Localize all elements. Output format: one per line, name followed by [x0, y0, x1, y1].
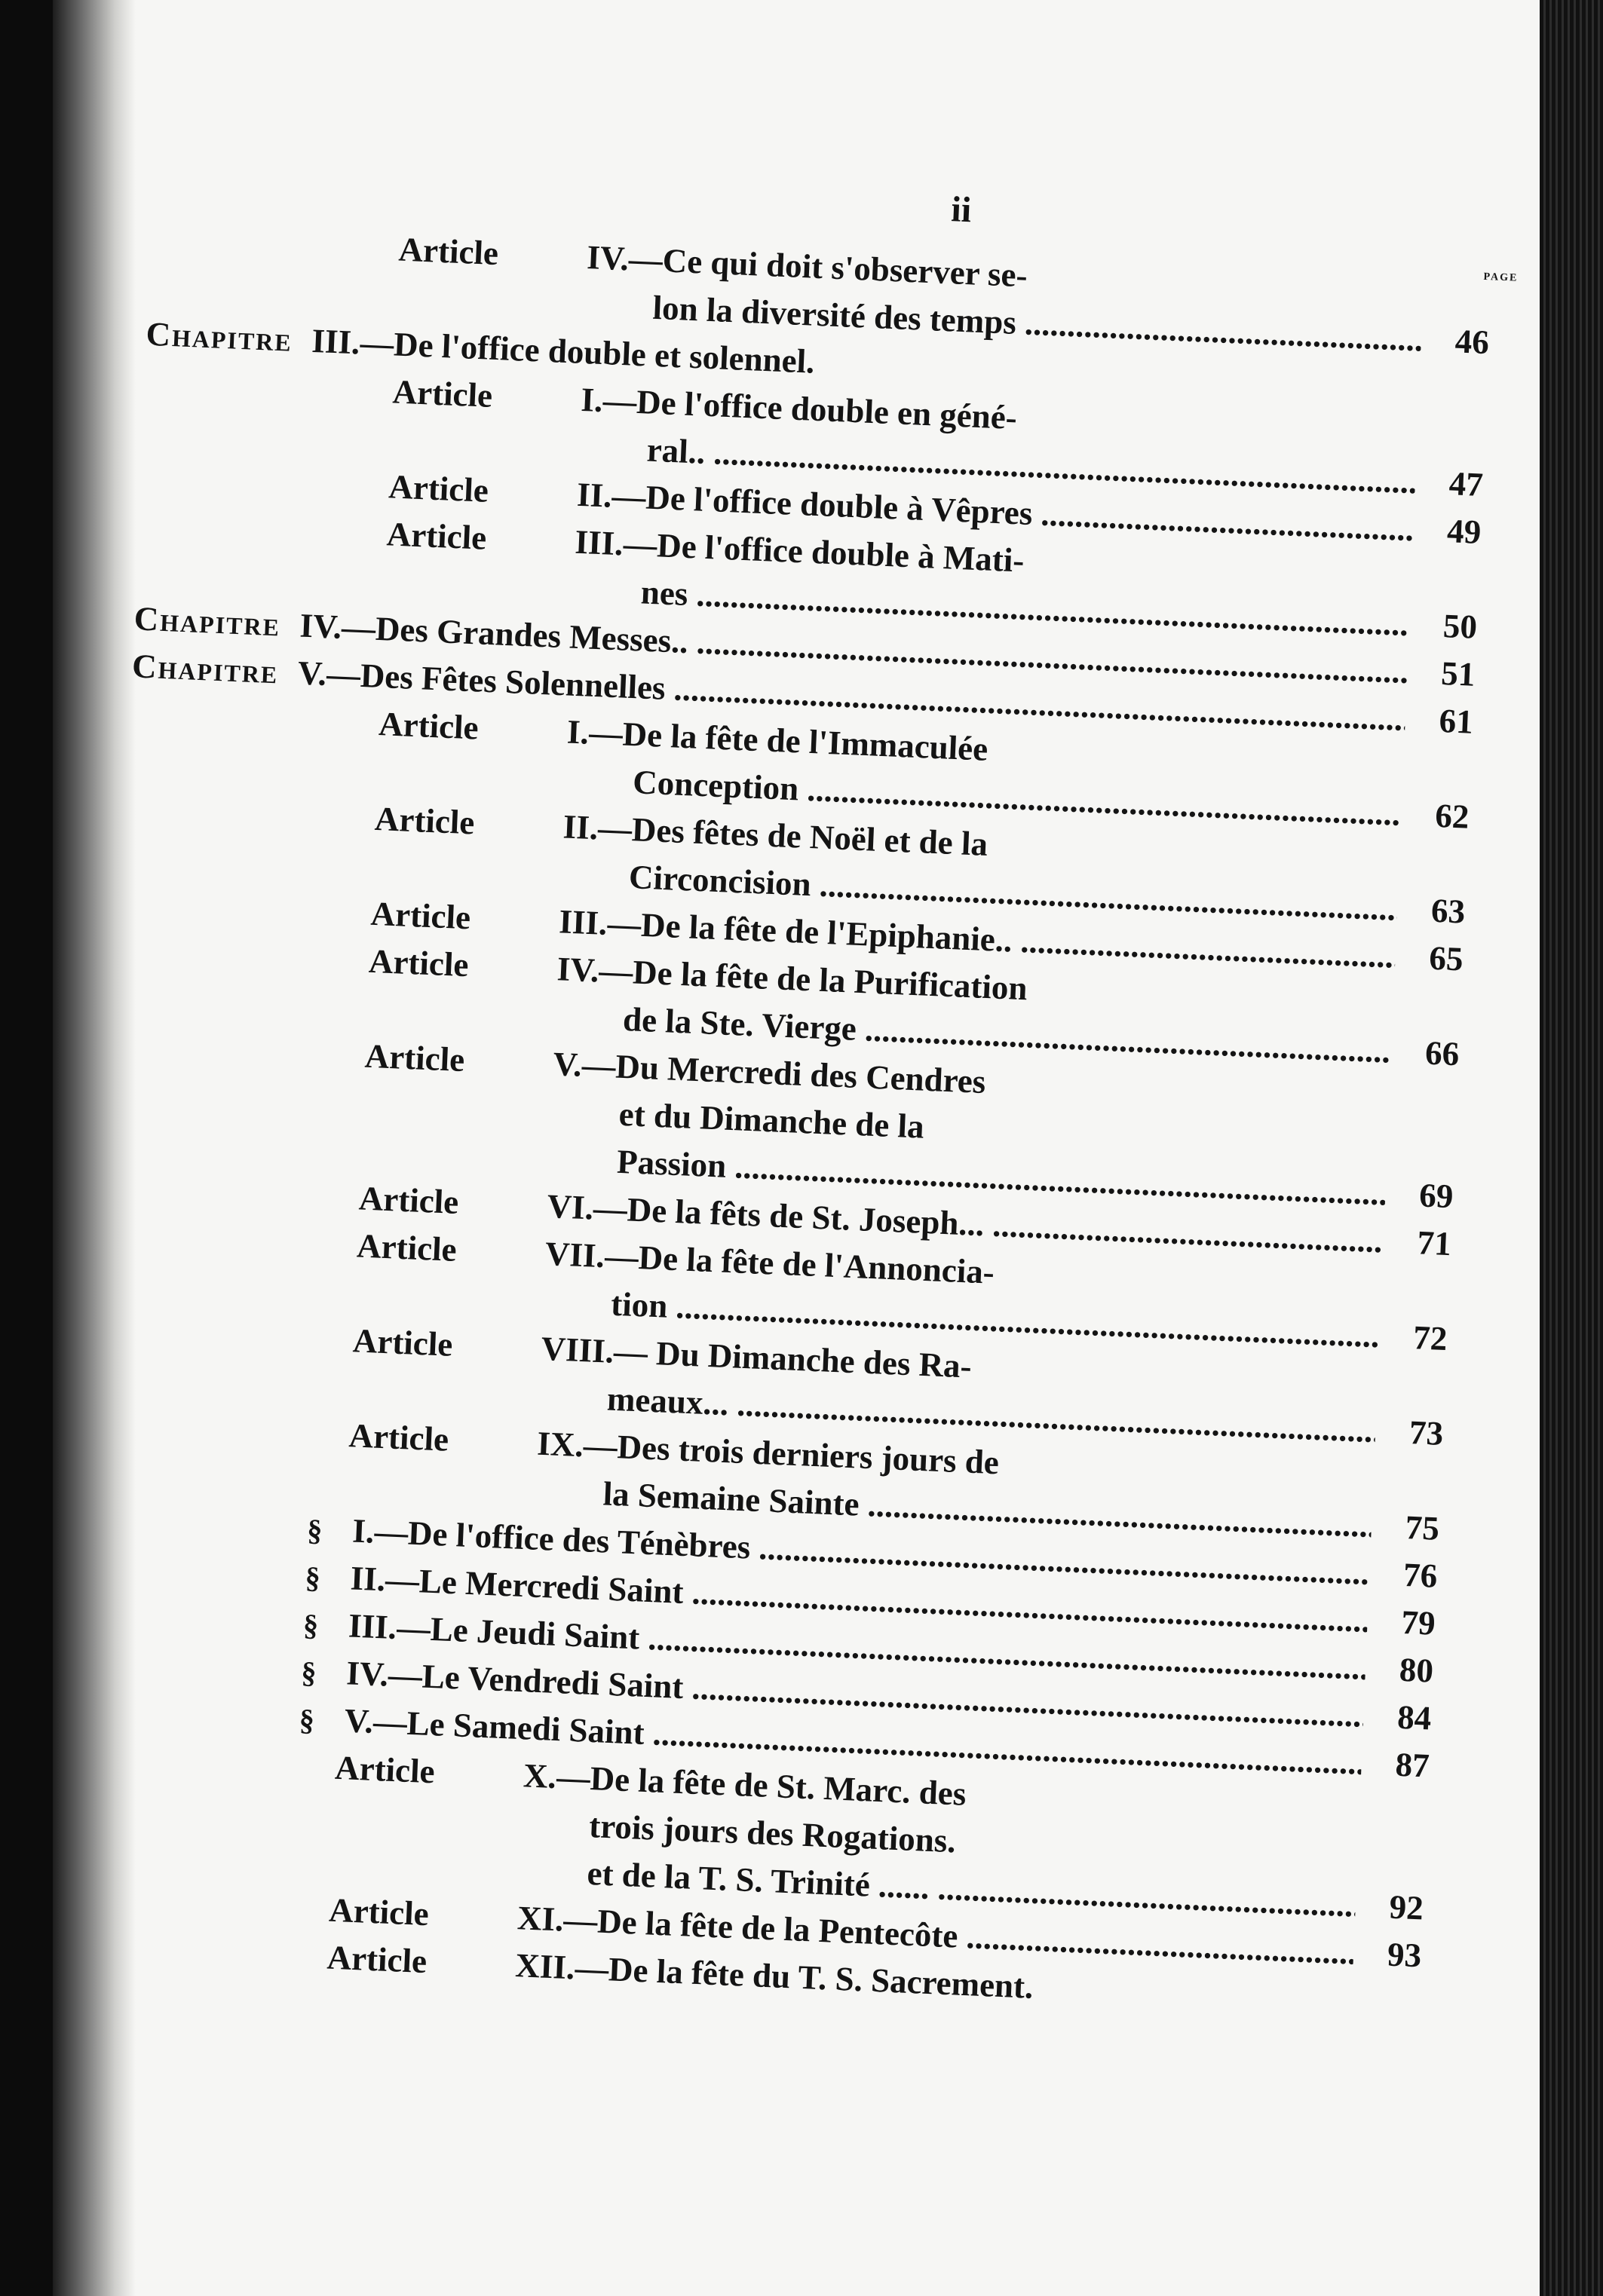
toc-entry-page: 71 — [1416, 1223, 1452, 1263]
toc-entry-continuation: et de la T. S. Trinité ...... ..... — [586, 1850, 1356, 1930]
toc-entry-title: —De la fêts de St. Joseph... ..... — [593, 1185, 1384, 1266]
toc-entry-number: V. — [343, 1701, 374, 1740]
toc-entry-label: Chapitre — [131, 647, 280, 691]
toc-entry-title: —Le Samedi Saint ..... — [372, 1698, 1362, 1787]
toc-entry-title: —Des Fêtes Solennelles ..... — [326, 651, 1406, 743]
book-page-edges — [1540, 0, 1603, 2296]
toc-entry-continuation: nes ..... — [640, 568, 1411, 648]
toc-entry-page: 46 — [1454, 322, 1490, 362]
toc-entry-number: VII. — [544, 1234, 605, 1275]
toc-entry-page: 51 — [1440, 654, 1476, 693]
toc-entry-number: XI. — [516, 1899, 565, 1939]
toc-entry-page: 72 — [1412, 1318, 1448, 1358]
toc-entry-page: 69 — [1418, 1176, 1454, 1216]
toc-entry-label: Article — [326, 1938, 428, 1981]
toc-entry-title: —Des Grandes Messes.. ..... — [341, 604, 1408, 696]
toc-entries — [131, 226, 1491, 2027]
toc-entry-continuation: Conception ..... — [632, 758, 1402, 838]
toc-entry-number: IV. — [299, 606, 343, 646]
toc-entry-label: Article — [328, 1890, 430, 1933]
toc-entry-label: Article — [356, 1226, 458, 1269]
toc-entry-title: —De l'office double et solennel. — [359, 323, 816, 381]
toc-entry-label: Article — [388, 467, 489, 510]
toc-entry-title: —Le Mercredi Saint ..... — [385, 1556, 1369, 1645]
toc-entry-number: V. — [297, 654, 328, 693]
toc-entry-title: —Le Vendredi Saint ..... — [388, 1652, 1365, 1740]
toc-entry-label: Chapitre — [145, 314, 293, 359]
toc-entry-label: Article — [378, 705, 480, 747]
toc-entry-label: § — [306, 1512, 323, 1548]
toc-entry-title: —Des trois derniers jours de — [582, 1426, 1000, 1482]
toc-entry-title: —Ce qui doit s'observer se- — [627, 240, 1028, 295]
toc-entry-page: 93 — [1387, 1935, 1423, 1975]
toc-entry-number: XII. — [514, 1946, 576, 1987]
toc-entry-title: —De l'office des Ténèbres ..... — [373, 1508, 1371, 1597]
toc-entry-title: — Du Dimanche des Ra- — [612, 1332, 973, 1385]
toc-entry-title: —De la fête de l'Immaculée — [587, 713, 989, 768]
toc-entry-title: —De l'office double à Vêpres ..... — [611, 473, 1414, 553]
toc-entry-title: —De la fête de l'Annoncia- — [603, 1237, 995, 1291]
toc-entry-continuation: de la Ste. Vierge ..... — [622, 996, 1393, 1076]
toc-entry-number: III. — [311, 321, 361, 362]
toc-entry-label: Article — [363, 1036, 466, 1079]
toc-entry-label: Article — [369, 894, 472, 937]
page-gutter-shadow — [53, 0, 136, 2296]
toc-entry-number: I. — [566, 712, 590, 752]
toc-entry-title: —De la fête de l'Epiphanie.. ..... — [606, 900, 1396, 981]
toc-entry-continuation: lon la diversité des temps ..... — [651, 284, 1422, 364]
toc-entry-label: § — [300, 1655, 317, 1690]
toc-entry-label: Article — [348, 1416, 450, 1459]
toc-entry-number: IV. — [586, 238, 630, 278]
toc-entry-title: —Le Jeudi Saint ..... — [396, 1604, 1367, 1692]
toc-entry-label: Article — [368, 941, 470, 984]
toc-entry-label: Article — [385, 515, 488, 557]
toc-entry-title: —De l'office double à Mati- — [622, 525, 1025, 580]
toc-entry-title: —De la fête de la Purification — [598, 951, 1028, 1008]
toc-entry-continuation: trois jours des Rogations. — [588, 1806, 957, 1860]
toc-entry-continuation: et du Dimanche de la — [618, 1094, 925, 1146]
toc-entry-label: § — [304, 1560, 321, 1595]
toc-entry-number: III. — [574, 522, 624, 563]
page-folio: ii — [950, 189, 973, 231]
page-column-header: PAGE — [1483, 271, 1519, 284]
toc-entry-page — [1419, 398, 1487, 401]
toc-entry-number: IX. — [536, 1424, 584, 1465]
toc-entry-continuation: tion ..... — [610, 1281, 1381, 1361]
toc-entry-label: Article — [334, 1748, 436, 1791]
toc-entry-page: 47 — [1448, 464, 1484, 504]
toc-entry-page: 65 — [1428, 938, 1464, 978]
toc-entry-label: Article — [391, 372, 494, 415]
toc-entry-number: X. — [523, 1756, 557, 1796]
toc-entry-number: IV. — [556, 950, 600, 990]
toc-entry-number: II. — [562, 807, 599, 847]
toc-entry-label: Article — [374, 799, 476, 842]
toc-entry-page: 84 — [1396, 1698, 1433, 1737]
toc-entry-number: VIII. — [540, 1329, 615, 1370]
toc-entry-page: 66 — [1424, 1033, 1460, 1073]
toc-entry-number: V. — [552, 1045, 583, 1084]
toc-entry-label: § — [298, 1702, 315, 1737]
toc-entry-page: 50 — [1442, 607, 1479, 646]
toc-entry-title: —De la fête du T. S. Sacrement. — [574, 1949, 1034, 2006]
toc-entry-page: 62 — [1434, 796, 1470, 836]
toc-entry-page: 80 — [1398, 1650, 1434, 1690]
toc-entry-title: —Du Mercredi des Cendres — [581, 1045, 987, 1101]
toc-entry-title: —De la fête de St. Marc. des — [555, 1758, 967, 1813]
toc-entry-number: II. — [349, 1559, 387, 1599]
toc-entry-continuation: ral.. ..... — [646, 427, 1417, 507]
toc-entry-page: 75 — [1404, 1508, 1440, 1548]
toc-entry-continuation: Passion ..... — [616, 1138, 1387, 1218]
toc-entry-number: II. — [576, 475, 613, 515]
toc-entry-number: I. — [580, 380, 604, 420]
toc-entry-continuation: meaux... ..... — [606, 1375, 1377, 1455]
toc-entry-label: Article — [351, 1321, 454, 1364]
toc-entry-continuation: Circoncision ..... — [628, 853, 1399, 933]
table-of-contents — [131, 189, 1519, 2027]
toc-entry-page: 92 — [1388, 1887, 1424, 1927]
toc-entry-title: —De la fête de la Pentecôte ..... — [562, 1896, 1354, 1977]
toc-entry-label: Article — [397, 230, 500, 273]
toc-entry-number: IV. — [345, 1654, 390, 1694]
toc-entry-page: 61 — [1438, 701, 1474, 741]
toc-entry-page: 63 — [1430, 891, 1467, 931]
toc-entry-label: § — [302, 1607, 320, 1642]
toc-entry-page — [1351, 2012, 1419, 2015]
toc-entry-title: —Des fêtes de Noël et de la — [597, 809, 989, 863]
toc-entry-page: 79 — [1400, 1603, 1436, 1642]
toc-entry-number: III. — [558, 902, 608, 942]
toc-entry-title: —De l'office double en géné- — [602, 381, 1018, 437]
toc-entry-label: Chapitre — [133, 599, 282, 644]
toc-entry-page: 87 — [1394, 1745, 1430, 1785]
toc-entry-number: III. — [348, 1606, 397, 1647]
toc-entry-page: 49 — [1446, 512, 1482, 551]
toc-entry-continuation: la Semaine Sainte ..... — [602, 1470, 1372, 1550]
toc-entry-number: I. — [351, 1511, 375, 1551]
toc-entry-label: Article — [357, 1179, 460, 1221]
toc-entry-page: 73 — [1408, 1413, 1445, 1453]
toc-entry-number: VI. — [546, 1186, 594, 1227]
book-page — [53, 0, 1561, 2296]
toc-entry-page: 76 — [1402, 1555, 1439, 1595]
